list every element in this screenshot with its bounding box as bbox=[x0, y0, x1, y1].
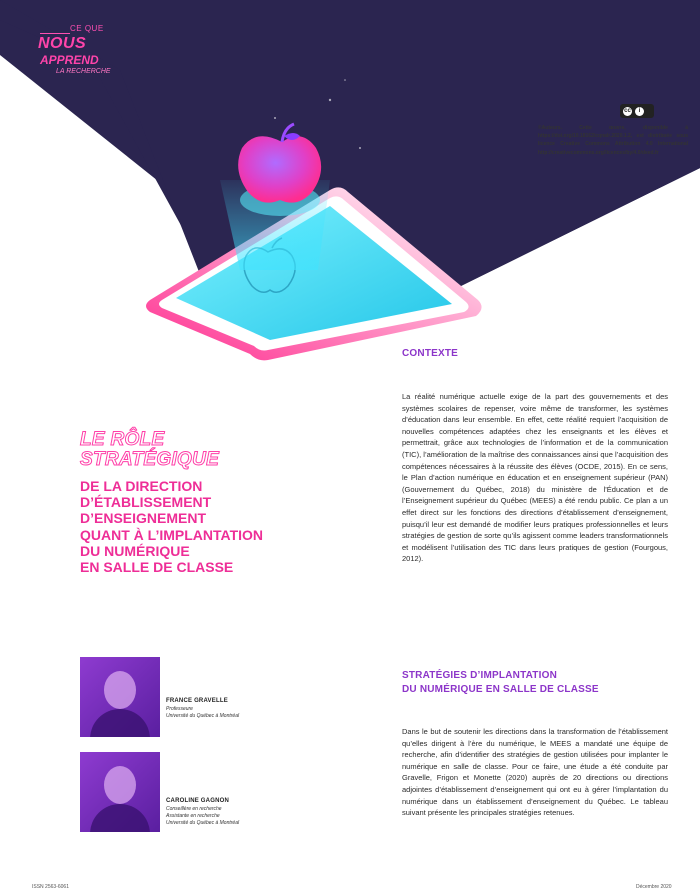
author-name: CAROLINE GAGNON bbox=[166, 798, 229, 804]
brand-ce-que: CE QUE bbox=[70, 24, 104, 33]
title-line: EN SALLE DE CLASSE bbox=[80, 559, 234, 576]
title-accent-line: STRATÉGIQUE bbox=[80, 449, 220, 470]
brand-la-recherche: LA RECHERCHE bbox=[56, 68, 111, 75]
brand-rule bbox=[40, 33, 70, 34]
footer-date: Décembre 2020 bbox=[636, 884, 672, 890]
author-name: FRANCE GRAVELLE bbox=[166, 698, 228, 704]
title-accent bbox=[80, 430, 280, 470]
title-line: DE LA DIRECTION bbox=[80, 478, 203, 494]
section-heading-contexte: CONTEXTE bbox=[402, 348, 459, 359]
page-title bbox=[80, 478, 300, 575]
brand-apprend: APPREND bbox=[40, 53, 99, 67]
author-role: Professeure Université du Québec à Montréal bbox=[166, 706, 240, 719]
section-heading-strategies: STRATÉGIES D’IMPLANTATION DU NUMÉRIQUE EN SALLE DE CLASSE bbox=[402, 670, 599, 695]
brand-logo bbox=[36, 24, 146, 84]
title-line: DU NUMÉRIQUE bbox=[80, 542, 190, 559]
author-photo bbox=[80, 657, 160, 737]
author-photo bbox=[80, 752, 160, 832]
creative-commons-icon: cc i bbox=[620, 104, 654, 118]
section-paragraph: Dans le but de soutenir les directions dans la transformation de l’établissement qu’elles dirigent à l’ère du numérique, le MEES a mandaté une équipe de recherche, afin d’identifier des stratégies de gestion utilisées pour implanter le numérique en salle de classe. Pour ce faire, une étude a été conduite par Gravelle, Frigon et Monette (2020) auprès de 20 directions ou directions adjointes d’établissement d’enseignement qui ont eu à gérer l’implantation du numérique dans un établissement d’enseignement du Québec. Le tableau suivant présente les principales stratégies retenues. bbox=[402, 727, 668, 818]
author-role: Conseillère en recherche Assistante en recherche Université du Québec à Montréal bbox=[166, 806, 240, 826]
brand-nous: NOUS bbox=[38, 35, 87, 52]
section-paragraph: La réalité numérique actuelle exige de la part des gouvernements et des systèmes scolaires de repenser, voire même de transformer, les systèmes d’éducation dans leur ensemble. En effet, cette réalité requiert l’acquisition de nouvelles compétences adaptées chez les enseignants et les élèves et permettrait, grâce aux technologies de l’information et de la communication (TIC), l’amélioration de la maîtrise des connaissances ainsi que l’acquisition des compétences nécessaires à la réussite des élèves (OCDE, 2015). En ce sens, le Plan d’action numérique en éducation et en enseignement supérieur (PAN) (Gouvernement du Québec, 2018) du ministère de l’Éducation et de l’Enseignement supérieur du Québec (MEES) a été rendu public. Ce plan a un effet direct sur les fonctions des directions d’établissement d’enseignement, puisqu’il leur est demandé de modifier leurs pratiques professionnelles et leurs stratégies de gestion de sorte qu’ils agissent comme leaders transformationnels et modélisent l’utilisation des TIC dans leurs pratiques de gestion (Fourgous, 2012). bbox=[402, 392, 668, 564]
title-line: D’ENSEIGNEMENT bbox=[80, 510, 207, 527]
title-line: D’ÉTABLISSEMENT bbox=[80, 494, 212, 511]
footer-issn: ISSN 2563-6061 bbox=[32, 884, 69, 890]
license-text: ©Auteurs. Cette œuvre, disponible à https://doi.org/10.18162/cqnalr.2020.1.2, est distribuée sous licence Creative Commons Attribution 4.0 International http://creativecommons.org/licences/by/4.0/deed.fr bbox=[538, 125, 688, 156]
title-line: QUANT À L’IMPLANTATION bbox=[80, 526, 264, 543]
title-accent-line: LE RÔLE bbox=[80, 429, 165, 450]
